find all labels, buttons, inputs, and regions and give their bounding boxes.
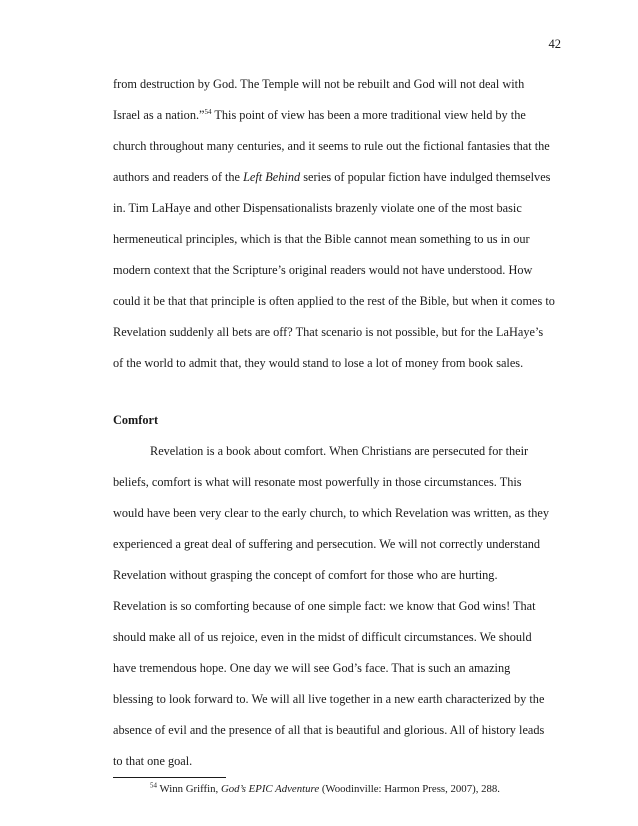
body-line: from destruction by God. The Temple will not be rebuilt and God will not deal with xyxy=(113,77,525,91)
body-line: could it be that that principle is often applied to the rest of the Bible, but when it comes to xyxy=(113,294,555,308)
body-line: blessing to look forward to. We will all live together in a new earth characterized by the xyxy=(113,692,545,706)
body-line: to that one goal. xyxy=(113,754,193,768)
footnote-book-title: God’s EPIC Adventure xyxy=(220,783,320,795)
page-number: 42 xyxy=(548,37,561,51)
body-line: should make all of us rejoice, even in the midst of difficult circumstances. We should xyxy=(113,630,532,644)
body-line: Revelation suddenly all bets are off? That scenario is not possible, but for the LaHaye’s xyxy=(113,325,544,339)
body-line: in. Tim LaHaye and other Dispensationalists brazenly violate one of the most basic xyxy=(113,201,522,215)
body-line: experienced a great deal of suffering and persecution. We will not correctly understand xyxy=(113,537,541,551)
body-line: authors and readers of the Left Behind series of popular fiction have indulged themselves xyxy=(113,170,551,184)
body-line: modern context that the Scripture’s original readers would not have understood. How xyxy=(113,263,533,277)
footnote-number: 54 xyxy=(150,781,157,790)
body-line: Israel as a nation.”$^{54}$ This point of view has been a more traditional view held by the xyxy=(113,107,526,122)
body-line: church throughout many centuries, and it seems to rule out the fictional fantasies that the xyxy=(113,139,550,153)
body-line: have tremendous hope. One day we will see God’s face. That is such an amazing xyxy=(113,661,511,675)
footnote-separator xyxy=(113,777,226,778)
section-heading: Comfort xyxy=(113,413,159,427)
footnote-reference[interactable]: 54 xyxy=(204,107,212,116)
body-line: Revelation is a book about comfort. When Christians are persecuted for their xyxy=(150,444,529,458)
body-line: would have been very clear to the early church, to which Revelation was written, as they xyxy=(113,506,550,520)
body-line: Revelation without grasping the concept of comfort for those who are hurting. xyxy=(113,568,498,582)
body-line: beliefs, comfort is what will resonate most powerfully in those circumstances. This xyxy=(113,475,522,489)
body-line: Revelation is so comforting because of one simple fact: we know that God wins! That xyxy=(113,599,536,613)
body-line: absence of evil and the presence of all that is beautiful and glorious. All of history leads xyxy=(113,723,545,737)
body-line: hermeneutical principles, which is that the Bible cannot mean something to us in our xyxy=(113,232,530,246)
footnote: $^{54}$ Winn Griffin, God’s EPIC Adventure (Woodinville: Harmon Press, 2007), 288. xyxy=(150,781,500,795)
body-line: of the world to admit that, they would stand to lose a lot of money from book sales. xyxy=(113,356,524,370)
book-title: Left Behind xyxy=(243,170,301,184)
